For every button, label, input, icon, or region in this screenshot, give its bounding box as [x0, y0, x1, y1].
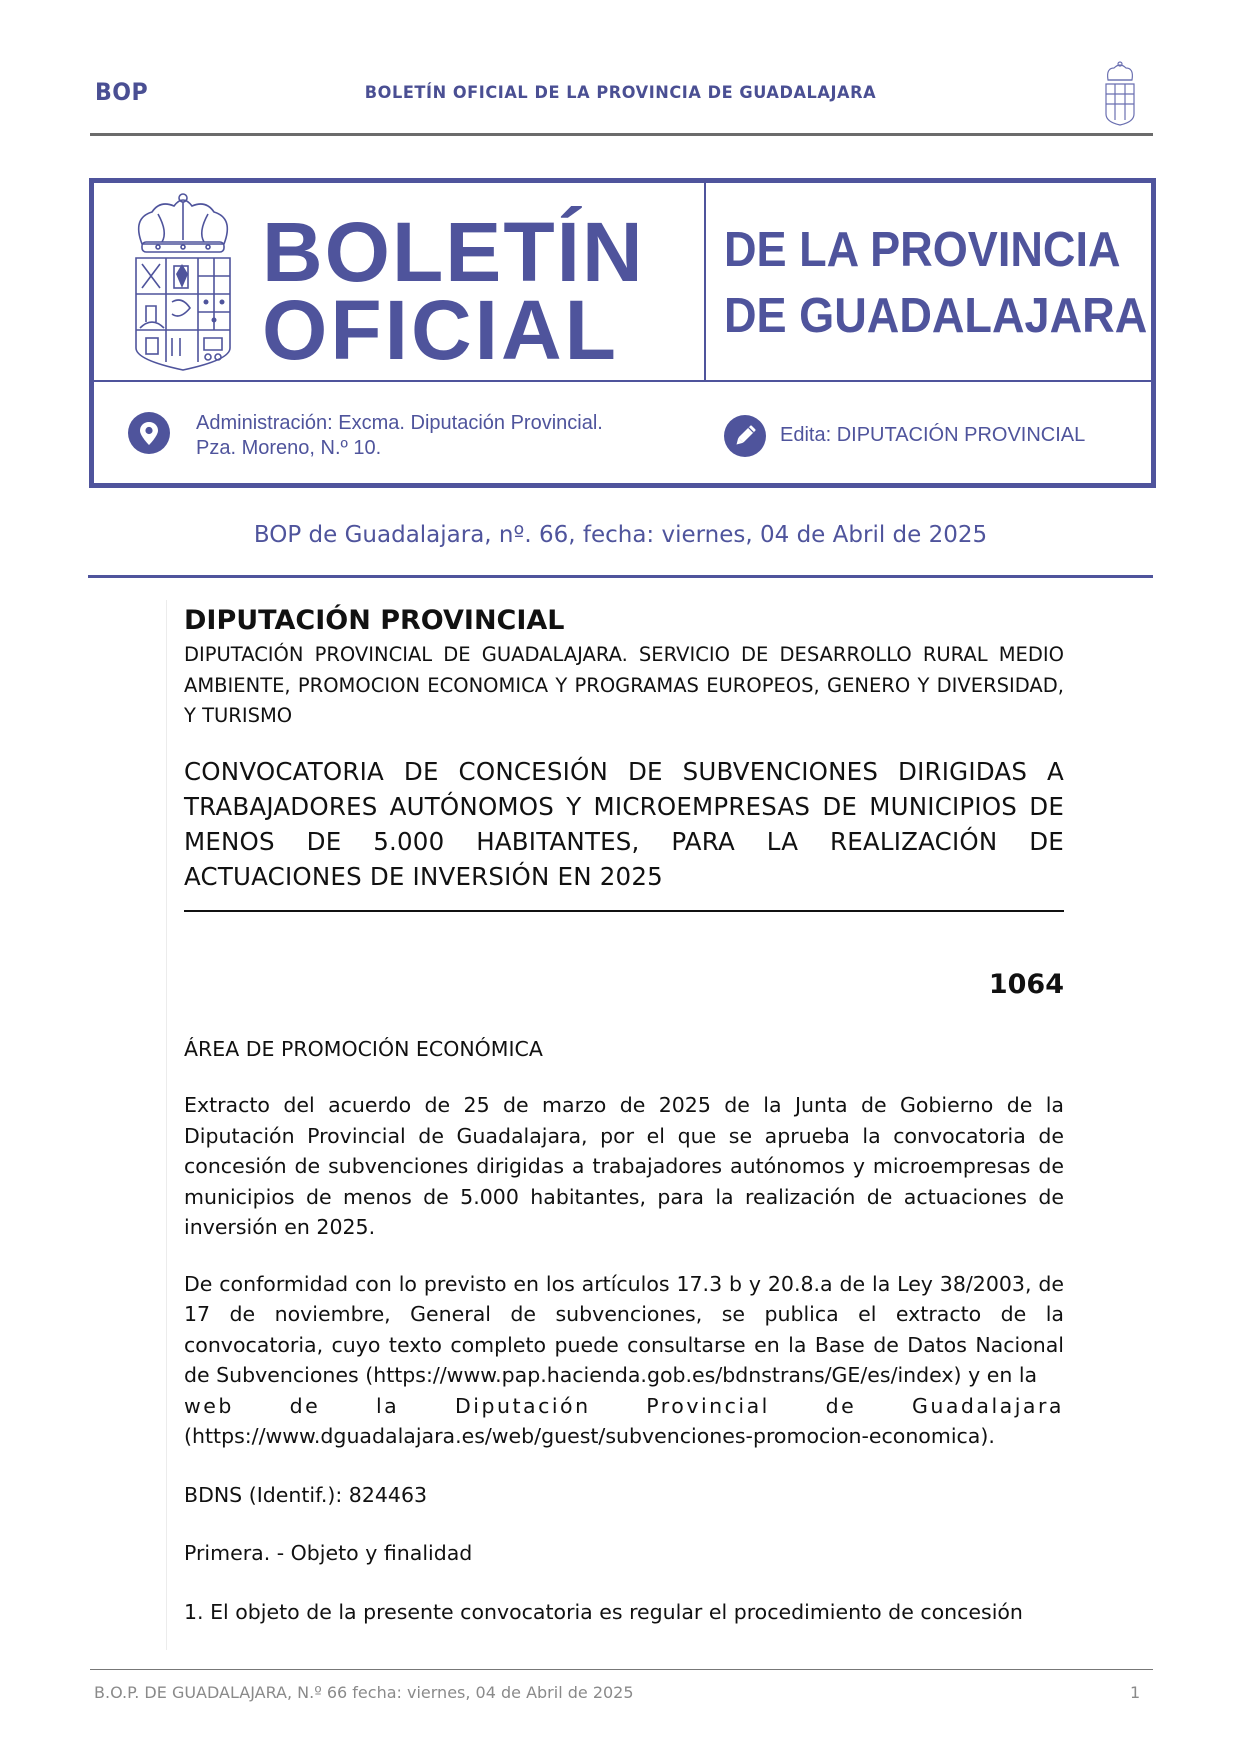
masthead-subtitle-line2: DE GUADALAJARA: [724, 289, 1148, 343]
footer-issue-text: B.O.P. DE GUADALAJARA, N.º 66 fecha: viernes, 04 de Abril de 2025: [94, 1683, 634, 1702]
masthead-title-line2: OFICIAL: [262, 283, 619, 377]
running-header-title-text: BOLETÍN OFICIAL DE LA PROVINCIA DE GUADALAJARA: [364, 83, 877, 103]
paragraph-extract: Extracto del acuerdo de 25 de marzo de 2025 de la Junta de Gobierno de la Diputación Provincial de Guadalajara, por el que se aprueba la convocatoria de concesión de subvenciones dirigidas a trabajadores autónomos y microempresas de municipios de menos de 5.000 habitantes, para la realización de actuaciones de inversión en 2025.: [184, 1093, 1064, 1239]
running-header-short-title: BOP: [95, 78, 149, 106]
page-number: 1: [1130, 1683, 1141, 1702]
paragraph-conformity-url[interactable]: (https://www.dguadalajara.es/web/guest/subvenciones-promocion-economica).: [184, 1424, 995, 1448]
administration-line: Administración: Excma. Diputación Provincial.: [196, 412, 603, 434]
announcement-number: 1064: [988, 968, 1064, 1000]
issue-rule: [88, 575, 1153, 578]
margin-line: [166, 600, 167, 1650]
running-header-title: [31, 83, 1210, 103]
masthead-subtitle-line1: DE LA PROVINCIA: [724, 223, 1121, 277]
organization-subheading: DIPUTACIÓN PROVINCIAL DE GUADALAJARA. SERVICIO DE DESARROLLO RURAL MEDIO AMBIENTE, PROMOCION ECONOMICA Y PROGRAMAS EUROPEOS, GENERO Y DIVERSIDAD, Y TURISMO: [184, 643, 1064, 727]
administration-address: [196, 411, 603, 461]
coat-of-arms-icon: [1100, 60, 1140, 126]
issue-date-line: BOP de Guadalajara, nº. 66, fecha: viernes, 04 de Abril de 2025: [253, 522, 988, 548]
map-pin-icon: [128, 412, 170, 454]
footer-rule: [90, 1669, 1153, 1670]
masthead-title-line1: BOLETÍN: [262, 205, 645, 299]
coat-of-arms-icon: [128, 192, 238, 372]
paragraph-conformity-text: De conformidad con lo previsto en los artículos 17.3 b y 20.8.a de la Ley 38/2003, de 17 de noviembre, General de subvenciones, se publica el extracto de la convocatoria, cuyo texto completo puede consultarse en la Base de Datos Nacional de Subvenciones (https://www.pap.hacienda.gob.es/bdnstrans/GE/es/index) y en la: [184, 1271, 1064, 1387]
paragraph-conformity-web: web de la Diputación Provincial de Guadalajara: [184, 1393, 1064, 1418]
banner-divider-vertical: [704, 183, 706, 381]
organization-heading: DIPUTACIÓN PROVINCIAL: [184, 605, 565, 636]
publisher-line: Edita: DIPUTACIÓN PROVINCIAL: [780, 424, 1086, 446]
paragraph-conformity: [184, 1269, 1064, 1391]
announcement-title: CONVOCATORIA DE CONCESIÓN DE SUBVENCIONES DIRIGIDAS A TRABAJADORES AUTÓNOMOS Y MICROEMPRESAS DE MUNICIPIOS DE MENOS DE 5.000 HABITANTES, PARA LA REALIZACIÓN DE ACTUACIONES DE INVERSIÓN EN 2025: [184, 756, 1064, 891]
header-rule: [90, 133, 1153, 136]
bdns-identifier: BDNS (Identif.): 824463: [184, 1482, 428, 1507]
banner-divider-horizontal: [94, 380, 1151, 382]
pencil-icon: [724, 415, 766, 457]
area-label: ÁREA DE PROMOCIÓN ECONÓMICA: [184, 1036, 543, 1061]
paragraph-object: 1. El objeto de la presente convocatoria es regular el procedimiento de concesión: [184, 1599, 1023, 1624]
title-rule: [184, 910, 1064, 912]
address-line: Pza. Moreno, N.º 10.: [196, 437, 382, 459]
announcement-body: [184, 602, 1064, 1627]
section-heading-first: Primera. - Objeto y finalidad: [184, 1541, 473, 1565]
